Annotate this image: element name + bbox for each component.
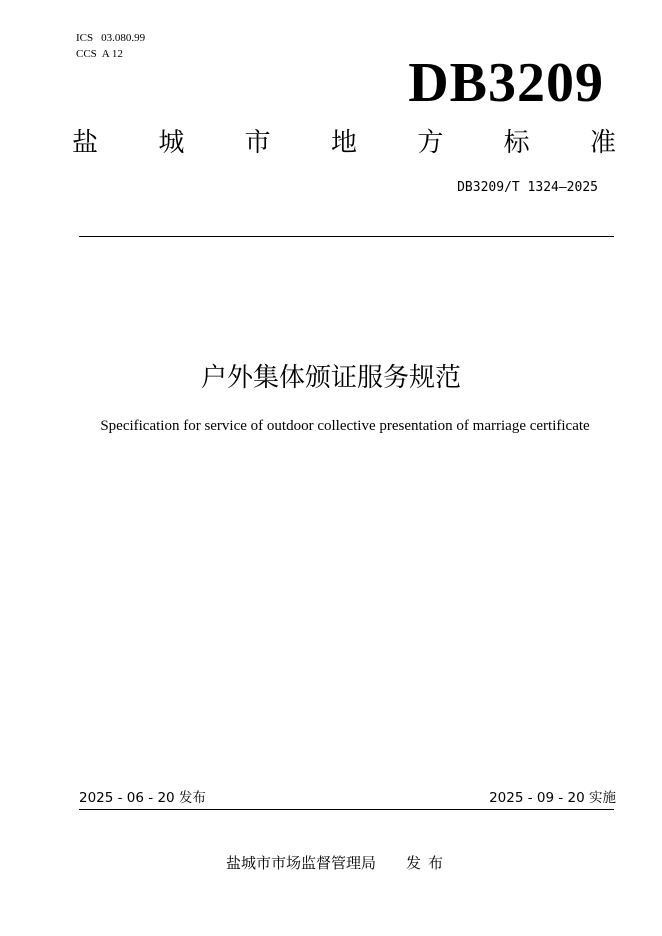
standard-type-char: 方	[417, 128, 444, 158]
standard-type-heading	[72, 126, 616, 160]
document-title-english: Specification for service of outdoor collective presentation of marriage certificate	[100, 418, 590, 434]
ccs-classification	[76, 48, 123, 61]
standard-type-char: 准	[589, 128, 616, 158]
standard-type-char: 城	[158, 128, 185, 158]
standard-type-char: 标	[503, 128, 530, 158]
ics-label: ICS	[76, 32, 94, 44]
footer-divider	[79, 809, 614, 810]
release-date: 2025 - 06 - 20 发布	[79, 790, 206, 806]
standard-type-char: 盐	[72, 128, 99, 158]
implementation-date: 2025 - 09 - 20 实施	[489, 790, 616, 806]
publisher-name: 盐城市市场监督管理局	[225, 854, 376, 872]
document-title-chinese: 户外集体颁证服务规范	[200, 363, 461, 393]
ccs-label: CCS	[76, 48, 97, 60]
standard-type-char: 地	[330, 128, 357, 158]
header-divider	[79, 236, 614, 237]
publisher-action: 发布	[406, 854, 451, 872]
ics-classification	[76, 32, 145, 45]
standard-code: DB3209	[408, 52, 604, 114]
standard-number: DB3209/T 1324—2025	[457, 180, 598, 195]
standard-type-char: 市	[244, 128, 271, 158]
ics-value: 03.080.99	[101, 32, 146, 44]
publisher-line	[0, 853, 662, 873]
ccs-value: A 12	[101, 48, 123, 60]
